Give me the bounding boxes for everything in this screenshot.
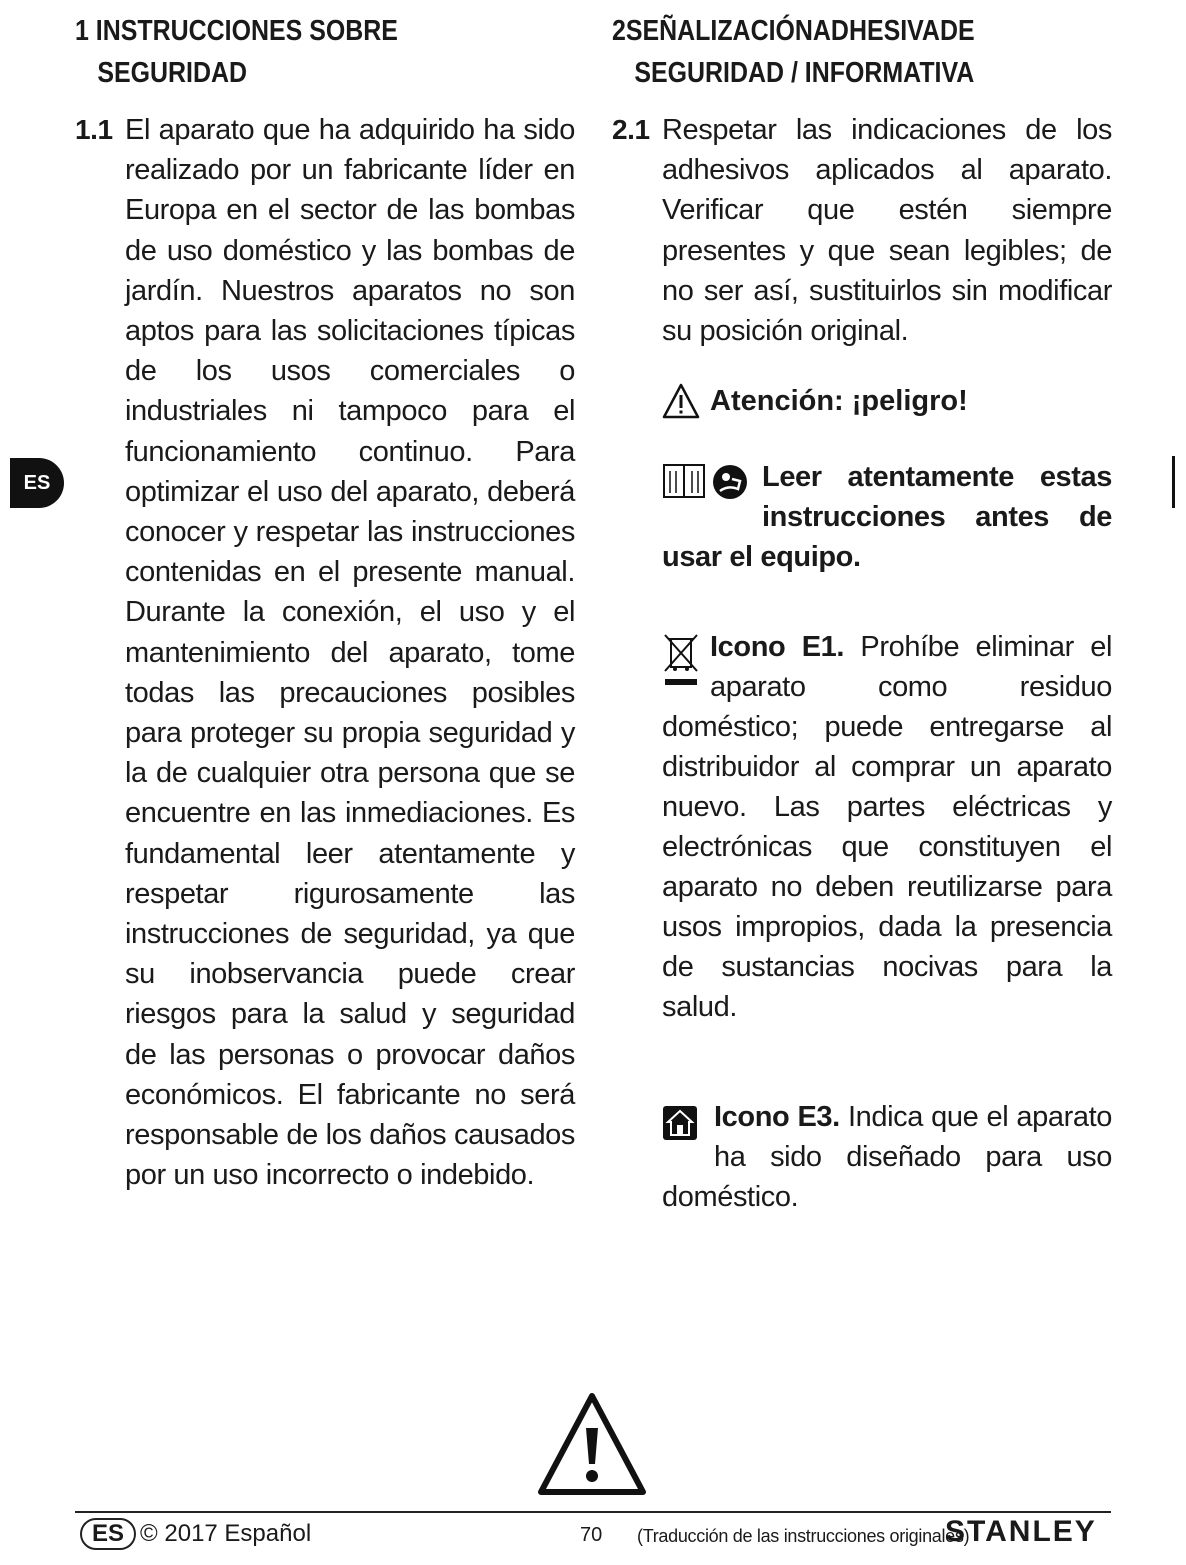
- paragraph-2-1: [612, 110, 1112, 351]
- weee-bin-icon: [662, 631, 700, 700]
- page-edge-marker: [1172, 456, 1175, 508]
- section-1: [75, 10, 575, 1195]
- icon-e1-description: Icono E1. Prohíbe eliminar el aparato como residuo doméstico; puede entregarse al distribuidor al comprar un aparato nuevo. Las partes eléctricas y electrónicas que constituyen el aparato no deben reutilizarse para usos impropios, dada la presencia de sustancias nocivas para la salud.: [662, 631, 1112, 1024]
- read-manual-notice: Leer atentamente estas instrucciones antes de usar el equipo.: [662, 461, 1112, 574]
- paragraph-text: El aparato que ha adquirido ha sido realizado por un fabricante líder en Europa en el sector de las bombas de uso doméstico y las bombas de jardín. Nuestros aparatos no son aptos para las solicitaciones típicas de los usos comerciales o industriales ni tampoco para el funcionamiento continuo. Para optimizar el uso del aparato, deberá conocer y respetar las instrucciones contenidas en el presente manual. Durante la conexión, el uso y el mantenimiento del aparato, tome todas las precauciones posibles para proteger su propia seguridad y la de cualquier otra persona que se encuentre en las inmediaciones. Es fundamental leer atentamente y respetar rigurosamente las instrucciones de seguridad, ya que su inobservancia puede crear riesgos para la salud y seguridad de las personas o provocar daños económicos. El fabricante no será responsable de los daños causados por un uso incorrecto o indebido.: [125, 114, 575, 1192]
- book-icon: [662, 461, 752, 501]
- paragraph-1-1: [75, 110, 575, 1195]
- footer-divider: [75, 1511, 1111, 1513]
- page-number: 70: [580, 1524, 603, 1546]
- attention-line: Atención: ¡peligro!: [662, 383, 1112, 419]
- language-badge: ES: [80, 1518, 136, 1550]
- house-icon: [662, 1105, 698, 1152]
- footer-language: [80, 1518, 311, 1550]
- section-1-title: 1 INSTRUCCIONES SOBRE SEGURIDAD: [75, 15, 398, 89]
- language-tab: ES: [10, 458, 64, 508]
- copyright-text: © 2017 Español: [140, 1520, 312, 1547]
- paragraph-text: Respetar las indicaciones de los adhesivos aplicados al aparato. Verificar que estén siempre presentes y que sean legibles; de no ser así, sustituirlos sin modificar su posición original.: [662, 114, 1112, 348]
- paragraph-number: 1.1: [75, 114, 113, 145]
- manual-icons: [662, 461, 752, 512]
- paragraph-number: 2.1: [612, 114, 650, 145]
- icon-e3-description: Icono E3. Indica que el aparato ha sido diseñado para uso doméstico.: [662, 1101, 1112, 1214]
- large-warning-icon: [537, 1392, 647, 1496]
- warning-icon: [662, 383, 700, 419]
- translation-note: (Traducción de las instrucciones originales): [637, 1526, 970, 1546]
- brand-logo: STANLEY: [945, 1515, 1097, 1548]
- section-2: [612, 10, 1112, 1217]
- section-2-title: 2SEÑALIZACIÓNADHESIVADE SEGURIDAD / INFORMATIVA: [612, 15, 975, 89]
